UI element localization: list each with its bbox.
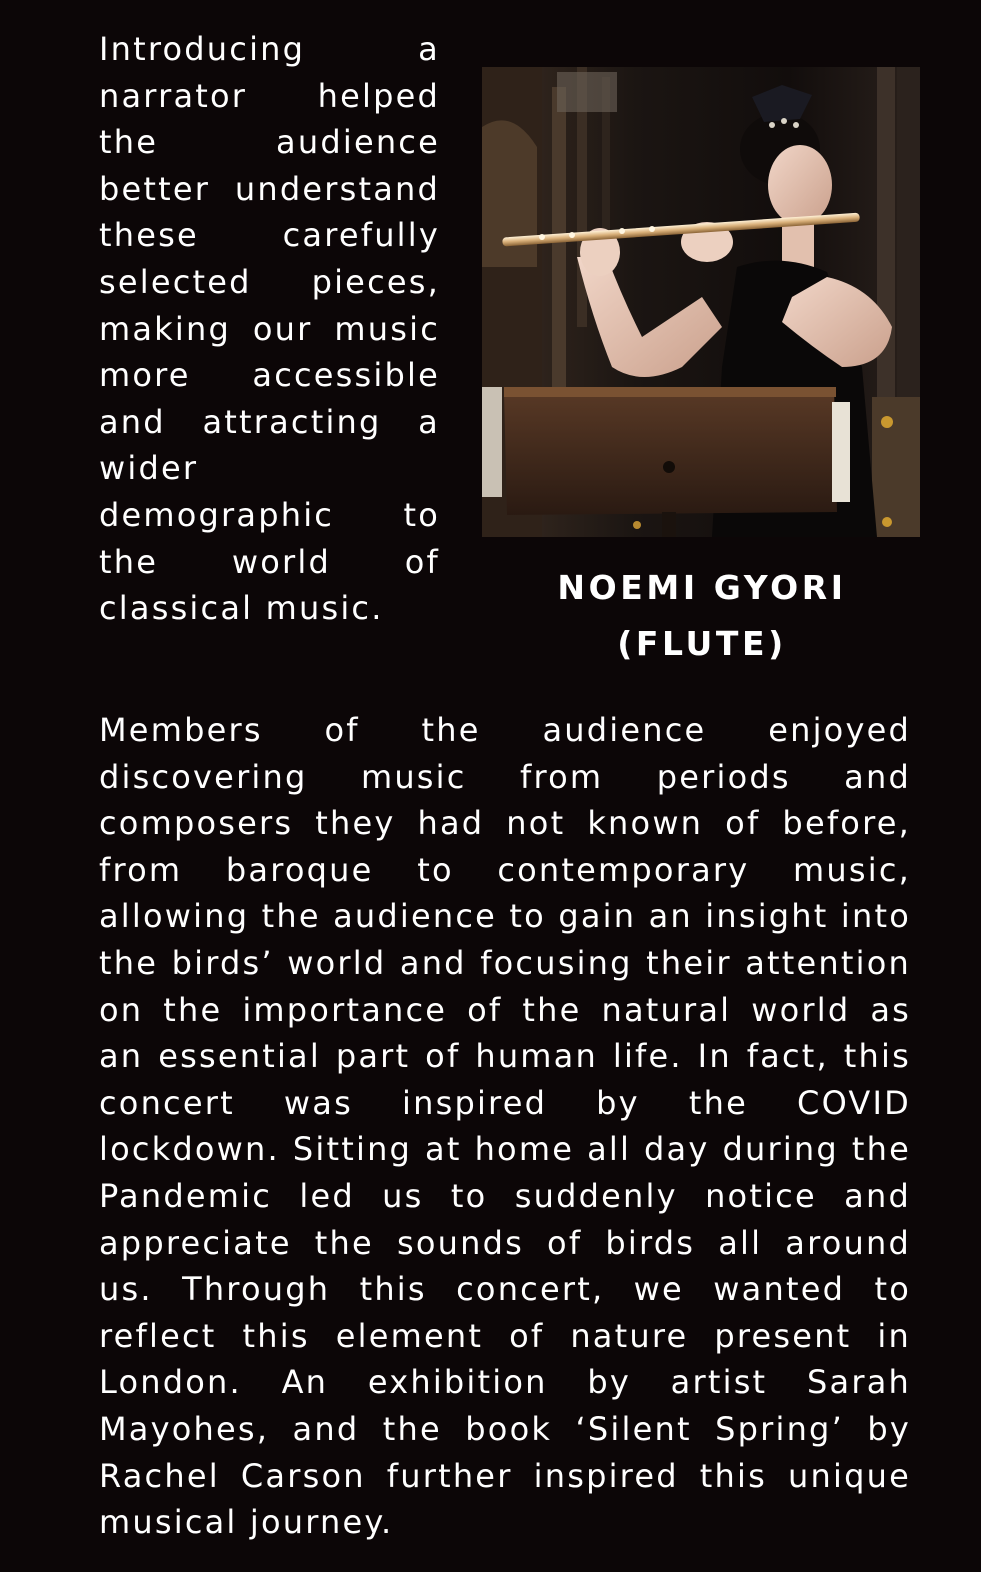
body-paragraph: Members of the audience enjoyed discovering music from periods and composers they had not known of before, from baroque to contemporary music, allowing the audience to gain an insight into the birds’ world and focusing their attention on the importance of the natural world as an essential part of human life. In fact, this concert was inspired by the COVID lockdown. Sitting at home all day during the Pandemic led us to suddenly notice and appreciate the sounds of birds all around us. Through this concert, we wanted to reflect this element of nature present in London. An exhibition by artist Sarah Mayohes, and the book ‘Silent Spring’ by Rachel Carson further inspired this unique musical journey.	[99, 711, 911, 1542]
photo-caption	[482, 560, 922, 672]
flutist-photo	[482, 67, 920, 537]
performer-instrument: (FLUTE)	[617, 624, 787, 663]
intro-paragraph: Introducing a narrator helped the audience better understand these carefully selected pieces, making our music more accessible and attracting a wider demographic to the world of classical music.	[99, 30, 440, 628]
flutist-photo-illustration	[482, 67, 920, 537]
performer-name: NOEMI GYORI	[557, 568, 847, 607]
